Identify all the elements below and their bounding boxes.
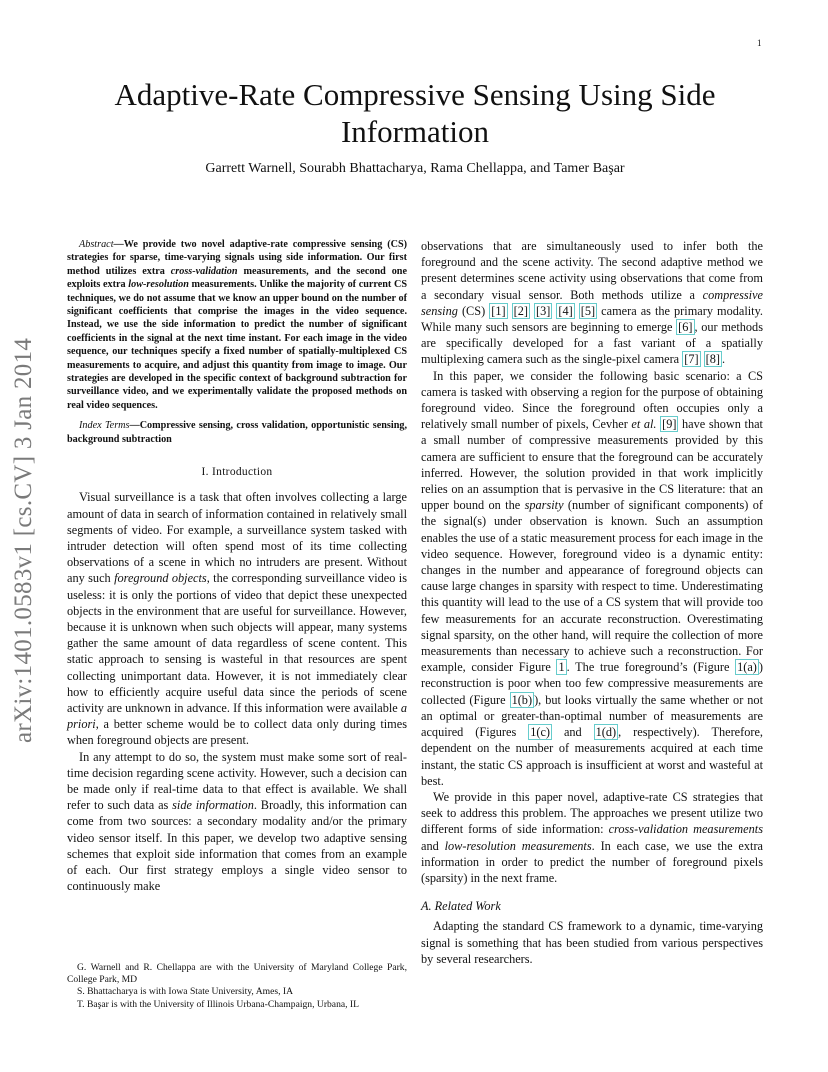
- citation-link[interactable]: [6]: [678, 320, 693, 335]
- citation-link[interactable]: [5]: [580, 303, 596, 318]
- related-work-paragraph: Adapting the standard CS framework to a dynamic, time-varying signal is something that has been studied from various perspectives by several researchers.: [421, 919, 763, 966]
- citation-link[interactable]: [4]: [558, 303, 573, 318]
- author-list: Garrett Warnell, Sourabh Bhattacharya, Rama Chellappa, and Tamer Başar: [205, 161, 625, 176]
- citation-link[interactable]: [7]: [684, 352, 699, 367]
- figure-link[interactable]: 1(d): [595, 725, 617, 740]
- citation-link[interactable]: [2]: [513, 303, 528, 318]
- intro-paragraph-2: In any attempt to do so, the system must make some sort of real-time decision regarding scene activity. However, such a decision can be made only if real-time data to that effect is available. We shall refer to such data as side information. Broadly, this information can come from two sources: a secondary modality and/or the primary video sensor itself. In this paper, we develop two adaptive sensing schemes that exploit side information that comes from an example of each. Our first strategy employs a single video sensor to continuously make: [67, 749, 407, 894]
- footnote: T. Başar is with the University of Illinois Urbana-Champaign, Urbana, IL: [77, 998, 359, 1010]
- section-heading-introduction: I. Introduction: [201, 466, 273, 479]
- footnote: G. Warnell and R. Chellappa are with the University of Maryland College Park, College Park, MD: [67, 962, 407, 986]
- intro-paragraph-5: We provide in this paper novel, adaptive-rate CS strategies that seek to address this problem. The approaches we present utilize two different forms of side information: cross-validation measurements and low-resolution measurements. In each case, we use the extra information in order to predict the number of foreground pixels (sparsity) in the next frame.: [421, 789, 763, 885]
- right-column: [421, 238, 763, 967]
- left-column: [67, 238, 407, 894]
- citation-link[interactable]: [8]: [705, 352, 720, 367]
- citation-link[interactable]: [9]: [662, 417, 677, 432]
- figure-link[interactable]: 1: [558, 660, 565, 675]
- paper-title: Adaptive-Rate Compressive Sensing Using Side Information: [114, 77, 716, 149]
- figure-link[interactable]: 1(a): [737, 660, 757, 675]
- footnote: S. Bhattacharya is with Iowa State University, Ames, IA: [77, 986, 293, 998]
- citation-link[interactable]: [3]: [536, 303, 551, 318]
- intro-paragraph-1: Visual surveillance is a task that often involves collecting a large amount of data in search of information contained in relatively small segments of video. For example, a surveillance system tasked with intruder detection will often spend most of its time collecting observations of a scene in which no intruders are present. Without any such foreground objects, the corresponding surveillance video is useless: it is only the portions of video that depict these unexpected objects in the environment that are useful for surveillance. However, because it is unknown when such objects will appear, many systems gather the same amount of data regardless of scene content. This static approach to sensing is wasteful in that resources are spent collecting unimportant data. However, it is not immediately clear how to efficiently acquire useful data since the periods of scene activity are unknown in advance. If this information were available a priori, a better scheme would be to collect data only during times when foreground objects are present.: [67, 490, 407, 748]
- intro-paragraph-3: observations that are simultaneously used to infer both the foreground and the scene activity. The second adaptive method we present determines scene activity using observations that come from a secondary visual sensor. Both methods utilize a compressive sensing (CS) [1] [2] [3] [4] [5] camera as the primary modality. While many such sensors are beginning to emerge [6] , our methods are specifically developed for a fast variant of a spatially multiplexing camera such as the single-pixel camera [7] [8] .: [421, 239, 763, 367]
- intro-paragraph-4: In this paper, we consider the following basic scenario: a CS camera is tasked with observing a region for the purpose of obtaining foreground video. Since the foreground often occupies only a relatively small number of pixels, Cevher et al. [9] have shown that a small number of compressive measurements provided by this camera are sufficient to ensure that the foreground can be accurately inferred. However, the solution provided in that work implicitly relies on an assumption that is pervasive in the CS literature: that an upper bound on the sparsity (number of significant components) of the signal(s) under observation is known. Such an assumption enables the use of a static measurement process for each image in the video sequence. However, foreground video is a dynamic entity: changes in the number and appearance of foreground objects can cause large changes in sparsity with respect to time. Underestimating this quantity will lead to the use of a CS system that will provide too few measurements for an accurate reconstruction. Overestimating signal sparsity, on the other hand, will require the collection of more measurements than necessary to achieve such a reconstruction. For example, consider Figure 1 . The true foreground’s (Figure 1(a) ) reconstruction is poor when too few compressive measurements are collected (Figure 1(b) ), but looks virtually the same whether or not an optimal or greater-than-optimal number of measurements are acquired (Figures 1(c) and 1(d) , respectively). Therefore, dependent on the number of measurements acquired at each time instant, the static CS approach is insufficient at worst and wasteful at best.: [421, 368, 764, 788]
- figure-link[interactable]: 1(b): [511, 692, 533, 707]
- page-number: 1: [757, 38, 762, 48]
- footnotes: [67, 962, 407, 1011]
- abstract: Abstract—We provide two novel adaptive-rate compressive sensing (CS) strategies for sparse, time-varying signals using side information. Our first method utilizes extra cross-validation measurements, and the second one exploits extra low-resolution measurements. Unlike the majority of current CS techniques, we do not assume that we know an upper bound on the number of significant coefficients that comprise the images in the video sequence. Instead, we use the side information to predict the number of significant coefficients in the signal at the next time instant. For each image in the video sequence, our techniques specify a fixed number of spatially-multiplexed CS measurements to acquire, and adjust this quantity from image to image. Our strategies are developed in the specific context of background subtraction for surveillance video, and we experimentally validate the proposed methods on real video sequences.: [67, 239, 407, 411]
- index-terms: Index Terms—Compressive sensing, cross validation, opportunistic sensing, background subtraction: [67, 420, 407, 445]
- arxiv-identifier: arXiv:1401.0583v1 [cs.CV] 3 Jan 2014: [10, 337, 37, 743]
- subsection-heading-related-work: A. Related Work: [421, 899, 501, 914]
- figure-link[interactable]: 1(c): [530, 725, 550, 740]
- citation-link[interactable]: [1]: [491, 303, 506, 318]
